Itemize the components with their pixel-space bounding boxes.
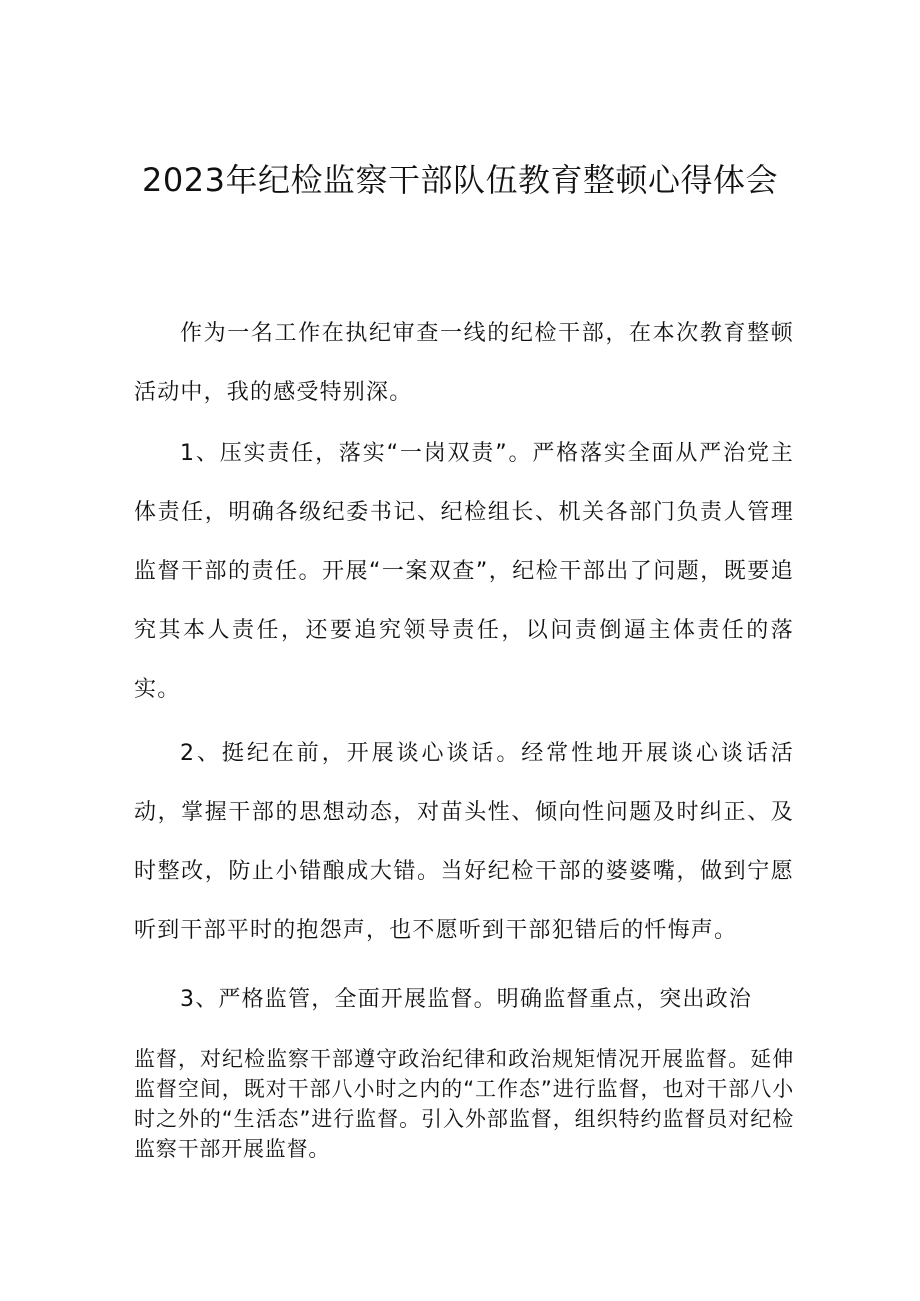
paragraph-point-3-heading: 3、严格监管，全面开展监督。明确监督重点，突出政治 (180, 987, 752, 1012)
document-title: 2023年纪检监察干部队伍教育整顿心得体会 (142, 161, 778, 199)
paragraph-point-3-body: 监督，对纪检监察干部遵守政治纪律和政治规矩情况开展监督。延伸监督空间，既对干部八小时之内的“工作态”进行监督，也对干部八小时之外的“生活态”进行监督。引入外部监督，组织特约监督员对纪检监察干部开展监督。 (134, 1047, 794, 1161)
paragraph-intro: 作为一名工作在执纪审查一线的纪检干部，在本次教育整顿活动中，我的感受特别深。 (134, 321, 794, 405)
paragraph-point-1: 1、压实责任，落实“一岗双责”。严格落实全面从严治党主体责任，明确各级纪委书记、纪检组长、机关各部门负责人管理监督干部的责任。开展“一案双查”，纪检干部出了问题，既要追究其本人责任，还要追究领导责任，以问责倒逼主体责任的落实。 (134, 441, 794, 702)
paragraph-point-2: 2、挺纪在前，开展谈心谈话。经常性地开展谈心谈话活动，掌握干部的思想动态，对苗头性、倾向性问题及时纠正、及时整改，防止小错酿成大错。当好纪检干部的婆婆嘴，做到宁愿听到干部平时的抱怨声，也不愿听到干部犯错后的忏悔声。 (134, 741, 794, 943)
